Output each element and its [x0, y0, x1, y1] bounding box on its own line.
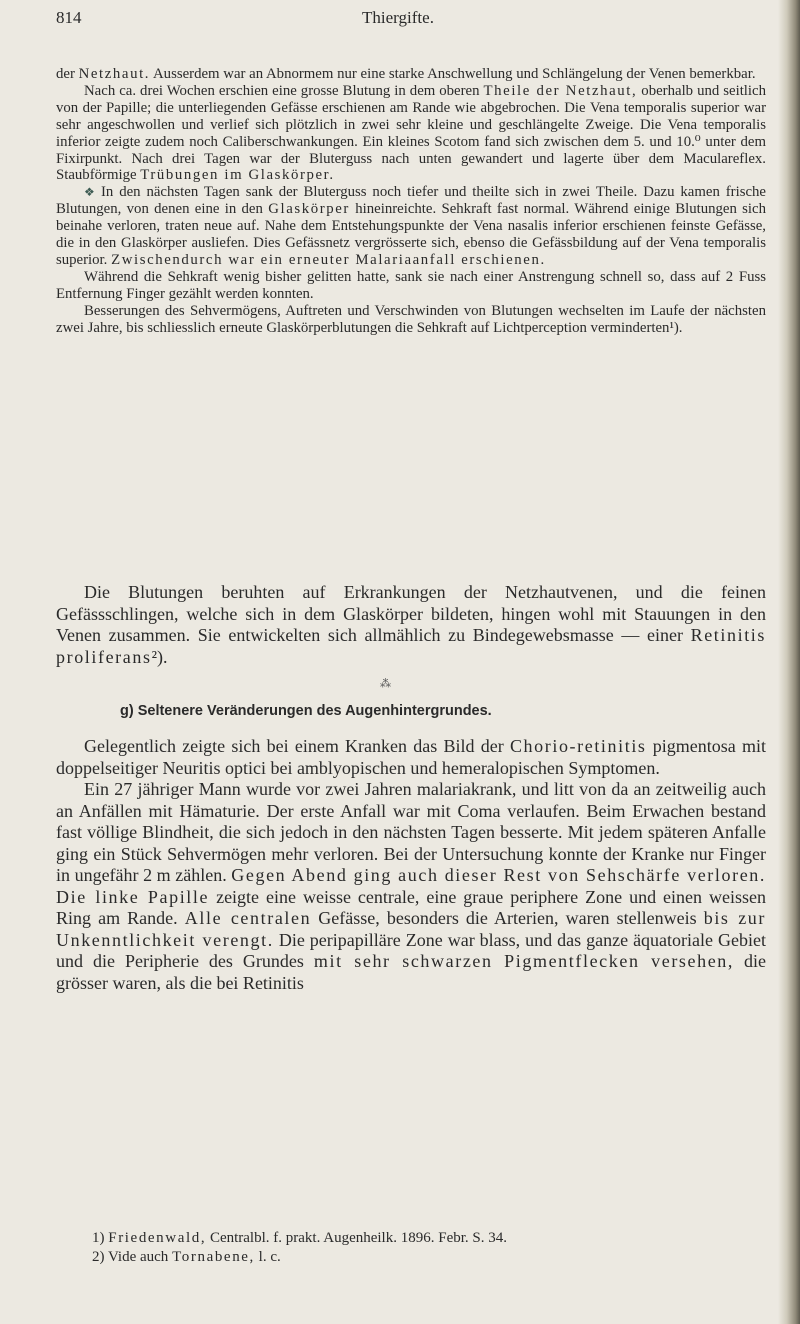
ornament-icon: ❖	[84, 185, 97, 200]
case-report-block	[56, 66, 766, 337]
page-edge-shadow	[778, 0, 800, 1324]
section-body	[56, 736, 766, 994]
page-number: 814	[56, 8, 82, 27]
ornament-divider: ⁂	[380, 678, 391, 690]
section-heading: g) Seltenere Veränderungen des Augenhintergrundes.	[120, 703, 492, 719]
paragraph-8: Ein 27 jähriger Mann wurde vor zwei Jahren malariakrank, und litt von da an zeitweilig auch an Anfällen mit Hämaturie. Der erste Anfall war mit Coma verlaufen. Beim Erwachen bestand fast völlige Blindheit, die sich jedoch in den nächsten Tagen besserte. Mit jedem späteren Anfalle ging ein Stück Sehvermögen mehr verloren. Bei der Untersuchung konnte der Kranke nur Finger in ungefähr 2 m zählen. Gegen Abend ging auch dieser Rest von Sehschärfe verloren. Die linke Papille zeigte eine weisse centrale, eine graue periphere Zone und einen weissen Ring am Rande. Alle centralen Gefässe, besonders die Arterien, waren stellenweis bis zur Unkenntlichkeit verengt. Die peripapilläre Zone war blass, und das ganze äquatoriale Gebiet und die Peripherie des Grundes mit sehr schwarzen Pigmentflecken versehen, die grösser waren, als die bei Retinitis	[56, 779, 766, 993]
footnotes	[92, 1229, 772, 1267]
paragraph-7: Gelegentlich zeigte sich bei einem Kranken das Bild der Chorio-retinitis pigmentosa mit doppelseitiger Neuritis optici bei amblyopischen und hemeralopischen Symptomen.	[56, 736, 766, 778]
paragraph-2: Nach ca. drei Wochen erschien eine grosse Blutung in dem oberen Theile der Netzhaut, oberhalb und seitlich von der Papille; die unterliegenden Gefässe erschienen am Rande wie abgebrochen. Die Vena temporalis superior war sehr angeschwollen und verlief sich plötzlich in zwei sehr kleine und geschlängelte Zweige. Die Vena temporalis inferior zeigte zudem noch Caliberschwankungen. Ein kleines Scotom fand sich zwischen dem 5. und 10.⁰ unter dem Fixirpunkt. Nach drei Tagen war der Bluterguss nach unten gewandert und lagerte über dem Maculareflex. Staubförmige Trübungen im Glaskörper.	[56, 82, 766, 184]
paragraph-1: der Netzhaut. Ausserdem war an Abnormem nur eine starke Anschwellung und Schlängelung der Venen bemerkbar.	[56, 66, 756, 82]
running-title: Thiergifte.	[362, 8, 434, 27]
page-header	[56, 8, 740, 30]
discussion-block	[56, 582, 766, 668]
paragraph-3: ❖ In den nächsten Tagen sank der Bluterguss noch tiefer und theilte sich in zwei Theile. Dazu kamen frische Blutungen, von denen eine in den Glaskörper hineinreichte. Sehkraft fast normal. Während einige Blutungen sich beinahe verloren, traten neue auf. Nahe dem Entstehungspunkte der Vena nasalis inferior erschienen feinste Gefässe, die in den Glaskörper ausliefen. Dies Gefässnetz vergrösserte sich, ebenso die Gefässbildung auf der Vena temporalis superior. Zwischendurch war ein erneuter Malariaanfall erschienen.	[56, 184, 766, 268]
paragraph-5: Besserungen des Sehvermögens, Auftreten und Verschwinden von Blutungen wechselten im Laufe der nächsten zwei Jahre, bis schliesslich erneute Glaskörperblutungen die Sehkraft auf Lichtperception verminderten¹).	[56, 302, 766, 336]
paragraph-6: Die Blutungen beruhten auf Erkrankungen der Netzhautvenen, und die feinen Gefässschlingen, welche sich in dem Glaskörper bildeten, hingen wohl mit Stauungen in den Venen zusammen. Sie entwickelten sich allmählich zu Bindegewebsmasse — einer Retinitis proliferans²).	[56, 582, 766, 667]
footnote-2: 2) Vide auch Tornabene, l. c.	[92, 1249, 281, 1265]
footnote-1: 1) Friedenwald, Centralbl. f. prakt. Augenheilk. 1896. Febr. S. 34.	[92, 1230, 507, 1246]
paragraph-4: Während die Sehkraft wenig bisher gelitten hatte, sank sie nach einer Anstrengung schnell so, dass auf 2 Fuss Entfernung Finger gezählt werden konnten.	[56, 268, 766, 302]
